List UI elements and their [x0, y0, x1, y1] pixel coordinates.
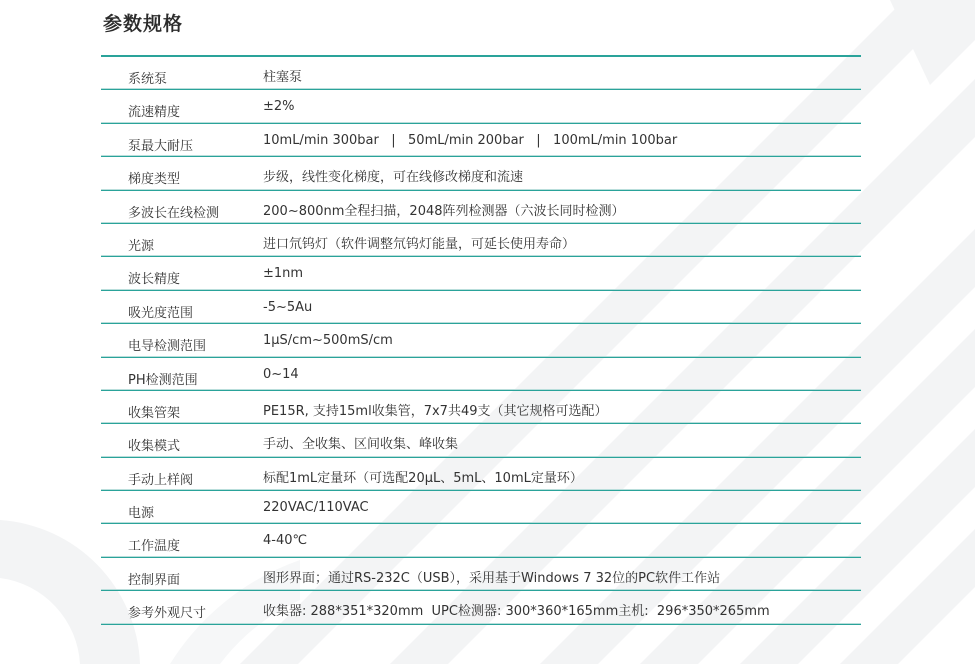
spec-value: 标配1mL定量环（可选配20μL、5mL、10mL定量环） — [263, 470, 583, 486]
spec-table — [101, 55, 861, 625]
spec-label: 控制界面 — [128, 572, 181, 588]
spec-label: 多波长在线检测 — [128, 205, 220, 221]
spec-row — [101, 57, 861, 90]
spec-label: 收集管架 — [128, 405, 181, 421]
spec-label: 泵最大耐压 — [128, 138, 194, 154]
spec-row — [101, 558, 861, 591]
spec-value: 10mL/min 300bar | 50mL/min 200bar | 100mL/min 100bar — [263, 132, 678, 148]
spec-label: 手动上样阀 — [128, 472, 194, 488]
spec-value: 200~800nm全程扫描，2048阵列检测器（六波长同时检测） — [263, 203, 625, 219]
spec-value: 0~14 — [263, 366, 299, 382]
spec-label: 吸光度范围 — [128, 305, 194, 321]
spec-value: 1μS/cm~500mS/cm — [263, 333, 393, 349]
spec-value: 4-40℃ — [263, 533, 308, 549]
spec-label: 流速精度 — [128, 105, 181, 121]
spec-value: 收集器: 288*351*320mm UPC检测器: 300*360*165mm主机: 296*350*265mm — [263, 604, 770, 620]
spec-row — [101, 291, 861, 324]
spec-label: 参考外观尺寸 — [128, 606, 207, 622]
spec-row — [101, 324, 861, 357]
spec-value: 进口氘钨灯（软件调整氘钨灯能量，可延长使用寿命） — [263, 236, 576, 252]
spec-value: 220VAC/110VAC — [263, 500, 369, 516]
spec-row — [101, 257, 861, 290]
spec-label: PH检测范围 — [128, 372, 198, 388]
spec-label: 梯度类型 — [128, 172, 181, 188]
spec-row — [101, 358, 861, 391]
spec-label: 光源 — [128, 238, 155, 254]
spec-row — [101, 524, 861, 557]
spec-row — [101, 191, 861, 224]
spec-value: PE15R, 支持15ml收集管，7x7共49支（其它规格可选配） — [263, 403, 608, 419]
spec-row — [101, 124, 861, 157]
spec-row — [101, 591, 861, 624]
spec-value: 图形界面；通过RS-232C（USB），采用基于Windows 7 32位的PC软件工作站 — [263, 570, 721, 586]
spec-value: -5~5Au — [263, 299, 313, 315]
spec-label: 电导检测范围 — [128, 339, 207, 355]
spec-label: 收集模式 — [128, 439, 181, 455]
spec-value: ±2% — [263, 99, 295, 115]
spec-label: 系统泵 — [128, 72, 168, 87]
spec-value: ±1nm — [263, 266, 304, 282]
spec-row — [101, 90, 861, 123]
spec-row — [101, 157, 861, 190]
spec-label: 电源 — [128, 506, 155, 522]
spec-row — [101, 458, 861, 491]
spec-label: 工作温度 — [128, 539, 181, 555]
spec-value: 手动、全收集、区间收集、峰收集 — [263, 437, 459, 453]
spec-row — [101, 391, 861, 424]
spec-row — [101, 491, 861, 524]
spec-value: 步级，线性变化梯度，可在线修改梯度和流速 — [263, 170, 524, 186]
spec-label: 波长精度 — [128, 272, 181, 288]
spec-value: 柱塞泵 — [263, 70, 303, 85]
spec-row — [101, 224, 861, 257]
spec-row — [101, 424, 861, 457]
page-title: 参数规格 — [103, 13, 184, 35]
